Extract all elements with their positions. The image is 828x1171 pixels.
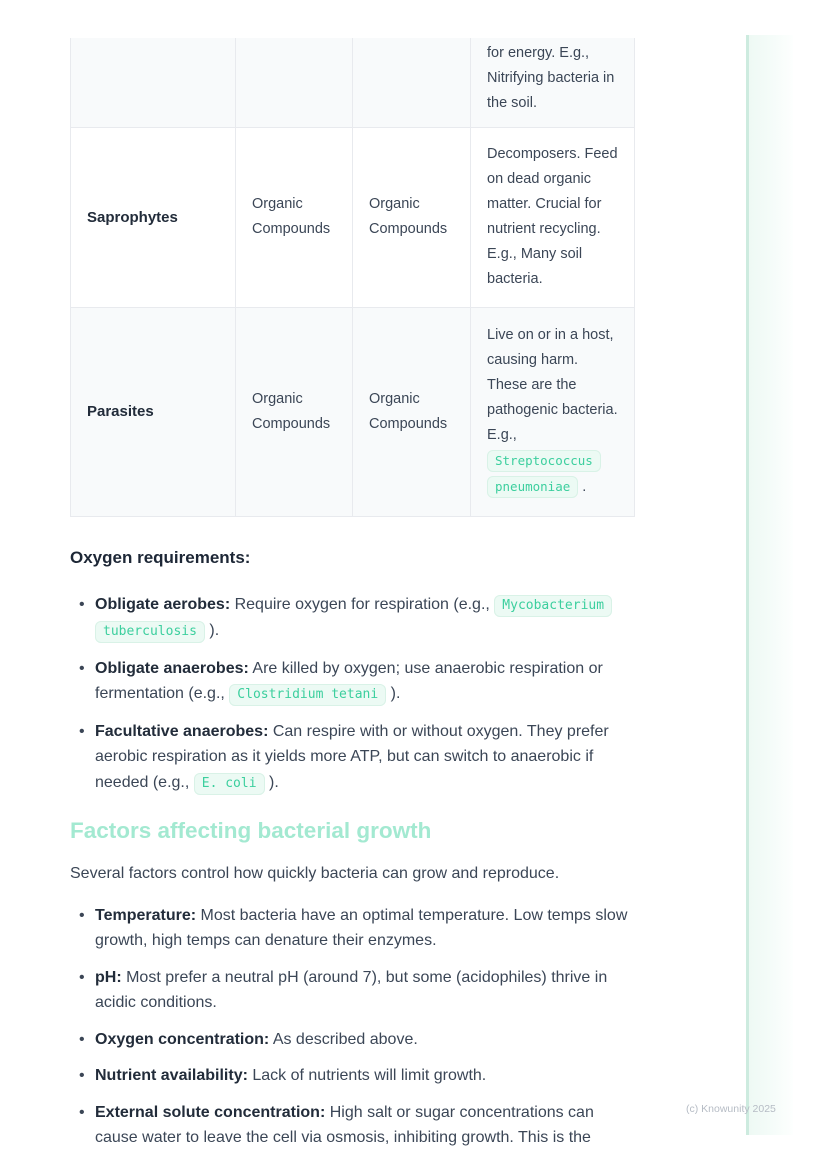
cell-bacteria-type: Parasites bbox=[71, 307, 236, 516]
factor-list-item bbox=[70, 1027, 634, 1053]
text-run: Require oxygen for respiration (e.g., bbox=[230, 595, 495, 613]
cell-carbon-source: Organic Compounds bbox=[236, 127, 353, 307]
inline-code: Mycobacterium tuberculosis bbox=[95, 595, 612, 644]
text-run: High salt or sugar concentrations can cause water to leave the cell via osmosis, inhibiting growth. This is the bbox=[95, 1103, 594, 1146]
oxygen-requirements-list bbox=[70, 592, 634, 797]
text-run: Lack of nutrients will limit growth. bbox=[247, 1067, 487, 1084]
cell-carbon-source bbox=[236, 38, 353, 127]
text-run: As described above. bbox=[269, 1030, 418, 1048]
inline-code: Streptococcus pneumoniae bbox=[487, 450, 601, 498]
page-accent-stripe bbox=[746, 35, 793, 1135]
factor-list-item bbox=[70, 1100, 634, 1151]
oxygen-list-item bbox=[70, 656, 634, 708]
table-row bbox=[71, 38, 635, 127]
bacteria-nutrition-table bbox=[70, 38, 635, 517]
text-run: ). bbox=[204, 622, 220, 639]
cell-description bbox=[471, 307, 635, 516]
factors-intro-paragraph: Several factors control how quickly bacteria can grow and reproduce. bbox=[70, 865, 560, 882]
text-run: Are killed by oxygen; use anaerobic respiration or fermentation (e.g., bbox=[95, 659, 603, 702]
text-run: for energy. E.g., Nitrifying bacteria in the soil. bbox=[487, 45, 615, 111]
table-row bbox=[71, 127, 635, 307]
oxygen-requirements-heading: Oxygen requirements: bbox=[70, 547, 251, 567]
bold-lead-text: Obligate aerobes: bbox=[95, 595, 231, 613]
table-row bbox=[71, 307, 635, 516]
cell-description bbox=[471, 127, 635, 307]
cell-bacteria-type bbox=[71, 38, 236, 127]
oxygen-list-item bbox=[70, 719, 634, 797]
cell-energy-source: Organic Compounds bbox=[353, 127, 471, 307]
bold-lead-text: Oxygen concentration: bbox=[95, 1030, 270, 1048]
page-content bbox=[70, 38, 634, 1162]
text-run: Live on or in a host, causing harm. These are the pathogenic bacteria. E.g., bbox=[487, 327, 618, 443]
watermark: (c) Knowunity 2025 bbox=[686, 1103, 776, 1115]
factors-heading: Factors affecting bacterial growth bbox=[70, 818, 432, 843]
bold-lead-text: External solute concentration: bbox=[95, 1103, 326, 1121]
factor-list-item bbox=[70, 903, 634, 954]
text-run: Decomposers. Feed on dead organic matter. Crucial for nutrient recycling. E.g., Many soil bacteria. bbox=[487, 146, 618, 287]
cell-energy-source bbox=[353, 38, 471, 127]
factor-list-item bbox=[70, 965, 634, 1016]
cell-bacteria-type: Saprophytes bbox=[71, 127, 236, 307]
text-run: . bbox=[578, 479, 587, 495]
inline-code: E. coli bbox=[194, 773, 265, 795]
factors-list bbox=[70, 903, 634, 1151]
text-run: Most bacteria have an optimal temperature. Low temps slow growth, high temps can denature their enzymes. bbox=[95, 906, 628, 949]
oxygen-list-item bbox=[70, 592, 634, 645]
bold-lead-text: Facultative anaerobes: bbox=[95, 722, 269, 740]
factor-list-item bbox=[70, 1063, 634, 1089]
text-run: ). bbox=[264, 773, 279, 791]
bold-lead-text: Temperature: bbox=[95, 906, 197, 924]
inline-code: Clostridium tetani bbox=[229, 684, 386, 706]
text-run: Most prefer a neutral pH (around 7), but some (acidophiles) thrive in acidic conditions. bbox=[95, 968, 608, 1011]
cell-carbon-source: Organic Compounds bbox=[236, 307, 353, 516]
text-run: Can respire with or without oxygen. They prefer aerobic respiration as it yields more ATP, but can switch to anaerobic if needed (e.g., bbox=[95, 722, 609, 791]
bold-lead-text: Obligate anaerobes: bbox=[95, 659, 249, 677]
bold-lead-text: Nutrient availability: bbox=[95, 1067, 248, 1084]
cell-description bbox=[471, 38, 635, 127]
text-run: ). bbox=[386, 685, 401, 702]
cell-energy-source: Organic Compounds bbox=[353, 307, 471, 516]
bold-lead-text: pH: bbox=[95, 968, 122, 986]
bacteria-table-body bbox=[71, 38, 635, 516]
